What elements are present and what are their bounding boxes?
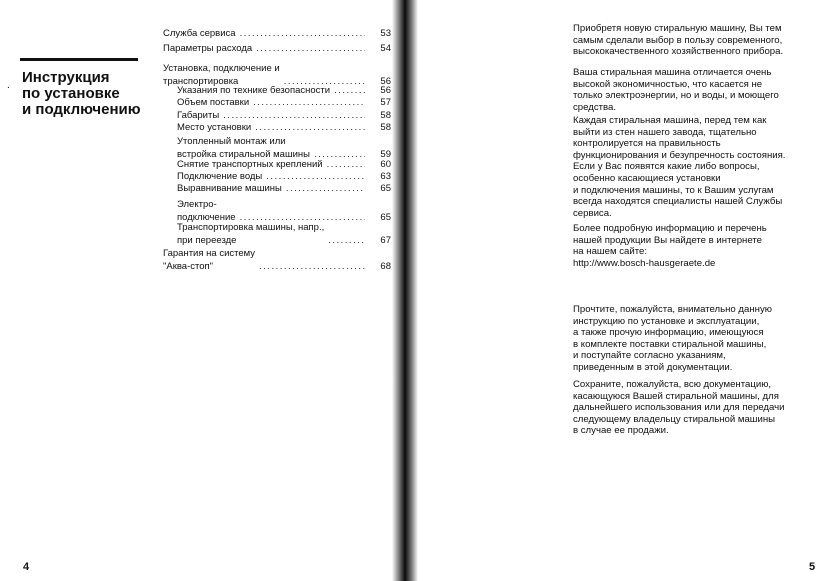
toc-page-number: 54 [380, 43, 391, 54]
section-title [22, 70, 157, 118]
toc-page-number: 63 [380, 171, 391, 182]
left-page [0, 0, 405, 581]
toc-leader-dots [240, 28, 365, 41]
toc-entry [163, 159, 391, 172]
toc-leader-dots [328, 235, 365, 248]
toc-page-number: 53 [380, 28, 391, 39]
toc-label [177, 159, 323, 172]
toc-row [163, 122, 391, 135]
toc-row [163, 159, 391, 172]
toc-label-line: Утопленный монтаж или [177, 136, 286, 147]
paragraph-line: http://www.bosch-hausgeraete.de [573, 257, 716, 269]
toc-label-line: Электро- [177, 199, 217, 210]
toc-label [177, 199, 236, 224]
paragraph-line: касающуюся Вашей стиральной машины, для [573, 390, 779, 402]
title-rule [20, 58, 138, 61]
toc-label [177, 97, 249, 110]
toc-label [163, 248, 255, 273]
toc-label-line: Установка, подключение и [163, 63, 280, 74]
paragraph-line: приведенным в этой документации. [573, 361, 733, 373]
paragraph-line: а также прочую информацию, имеющуюся [573, 327, 764, 339]
toc-row [163, 43, 391, 56]
paragraph-line: Ваша стиральная машина отличается очень [573, 67, 772, 78]
toc-leader-dots [334, 85, 365, 98]
toc-page-number: 68 [380, 260, 391, 272]
toc-leader-dots [253, 97, 365, 110]
toc-page-number: 67 [380, 234, 391, 246]
paragraph-line: высококачественного хозяйственного прибора. [573, 46, 784, 58]
toc-entry [163, 85, 391, 98]
paragraph-line: выйти из стен нашего завода, тщательно [573, 126, 757, 138]
toc-label [177, 110, 219, 123]
section-title-line: и подключению [22, 101, 141, 118]
toc-entry [163, 43, 391, 56]
title-marker-dot: . [7, 80, 10, 91]
toc-label [177, 122, 251, 135]
toc-entry [163, 183, 391, 196]
toc-label-line: Служба сервиса [163, 28, 236, 39]
paragraph [573, 379, 805, 437]
toc-label-line: Снятие транспортных креплений [177, 159, 323, 170]
toc-label-line: Объем поставки [177, 97, 250, 108]
toc-entry [163, 222, 391, 247]
paragraph-line: средства. [573, 101, 617, 113]
toc-page-number: 57 [380, 97, 391, 108]
page-number-right: 5 [809, 561, 816, 573]
paragraph-line: следующему владельцу стиральной машины [573, 413, 776, 425]
toc-row [163, 97, 391, 110]
paragraph-line: и подключения машины, то к Вашим услугам [573, 184, 774, 196]
paragraph-line: дальнейшего использования или для передачи [573, 402, 785, 414]
toc-entry [163, 28, 391, 41]
toc-label-line: встройка стиральной машины [177, 148, 310, 160]
toc-entry [163, 171, 391, 184]
toc-label-line: Габариты [177, 110, 220, 121]
toc-leader-dots [223, 110, 365, 123]
paragraph-line: инструкцию по установке и эксплуатации, [573, 315, 760, 327]
toc-leader-dots [327, 159, 365, 172]
toc-label-line: Подключение воды [177, 171, 263, 182]
toc-leader-dots [266, 171, 365, 184]
toc-label-line: Гарантия на систему [163, 248, 256, 259]
toc-row [163, 110, 391, 123]
toc-label-line: Место установки [177, 122, 252, 133]
toc-page-number: 56 [380, 85, 391, 96]
paragraph [573, 115, 805, 219]
paragraph-line: нашей продукции Вы найдете в интернете [573, 234, 762, 246]
toc-entry [163, 136, 391, 161]
paragraph-line: высокой экономичностью, что касается не [573, 78, 763, 90]
toc-label-line: Параметры расхода [163, 43, 253, 54]
toc-entry [163, 97, 391, 110]
paragraph [573, 67, 805, 113]
toc-label [177, 136, 310, 161]
toc-page-number: 58 [380, 122, 391, 133]
right-page [405, 0, 838, 581]
paragraph-line: сервиса. [573, 207, 612, 219]
toc-row [163, 85, 391, 98]
toc-label-line: подключение [177, 211, 236, 223]
toc-label [177, 85, 330, 98]
toc-leader-dots [255, 122, 365, 135]
toc-page-number: 58 [380, 110, 391, 121]
toc-label-line: транспортировка [163, 75, 239, 87]
toc-row [163, 248, 391, 273]
paragraph [573, 23, 805, 58]
toc-row [163, 28, 391, 41]
paragraph-line: в комплекте поставки стиральной машины, [573, 338, 767, 350]
paragraph-line: контролируется на правильность [573, 138, 721, 150]
toc-entry [163, 110, 391, 123]
section-title-line: по установке [22, 85, 120, 102]
toc-entry [163, 248, 391, 273]
toc-label [163, 28, 236, 41]
toc-label-line: Транспортировка машины, напр., [177, 222, 325, 233]
toc-leader-dots [286, 183, 365, 196]
paragraph-line: только электроэнергии, но и воды, и моющего [573, 90, 779, 102]
paragraph [573, 223, 805, 269]
toc-row [163, 199, 391, 224]
toc-row [163, 171, 391, 184]
page-number-left: 4 [23, 561, 30, 573]
toc-label [163, 43, 252, 56]
paragraph-line: Если у Вас появятся какие либо вопросы, [573, 161, 760, 173]
toc-page-number: 65 [380, 211, 391, 223]
paragraph-line: самым сделали выбор в пользу современного, [573, 34, 783, 46]
toc-label-line: при переезде [177, 234, 237, 246]
toc-row [163, 136, 391, 161]
toc-label [177, 183, 282, 196]
paragraph-line: Каждая стиральная машина, перед тем как [573, 115, 767, 126]
paragraph-line: Более подробную информацию и перечень [573, 223, 767, 234]
toc-page-number: 65 [380, 183, 391, 194]
toc-page-number: 60 [380, 159, 391, 170]
toc-label [177, 222, 324, 247]
toc-page-number: 56 [380, 75, 391, 87]
toc-label-line: Указания по технике безопасности [177, 85, 331, 96]
paragraph-line: Приобретя новую стиральную машину, Вы тем [573, 23, 782, 34]
paragraph-line: Сохраните, пожалуйста, всю документацию, [573, 379, 772, 390]
paragraph-line: на нашем сайте: [573, 246, 648, 258]
toc-label [177, 171, 262, 184]
toc-leader-dots [256, 43, 365, 56]
toc-page-number: 59 [380, 148, 391, 160]
toc-entry [163, 122, 391, 135]
toc-row [163, 183, 391, 196]
paragraph-line: всегда находятся специалисты нашей Службы [573, 196, 783, 208]
paragraph-line: в случае ее продажи. [573, 425, 669, 437]
toc-entry [163, 199, 391, 224]
paragraph-line: и поступайте согласно указаниям, [573, 350, 726, 362]
paragraph-line: функционирования и безупречность состояния. [573, 149, 786, 161]
section-title-line: Инструкция [22, 69, 110, 86]
toc-label-line: "Аква-стоп" [163, 260, 214, 272]
toc-row [163, 222, 391, 247]
paragraph [573, 304, 805, 374]
paragraph-line: особенно касающиеся установки [573, 172, 721, 184]
toc-label-line: Выравнивание машины [177, 183, 282, 194]
toc-leader-dots [259, 261, 365, 274]
paragraph-line: Прочтите, пожалуйста, внимательно данную [573, 304, 772, 315]
